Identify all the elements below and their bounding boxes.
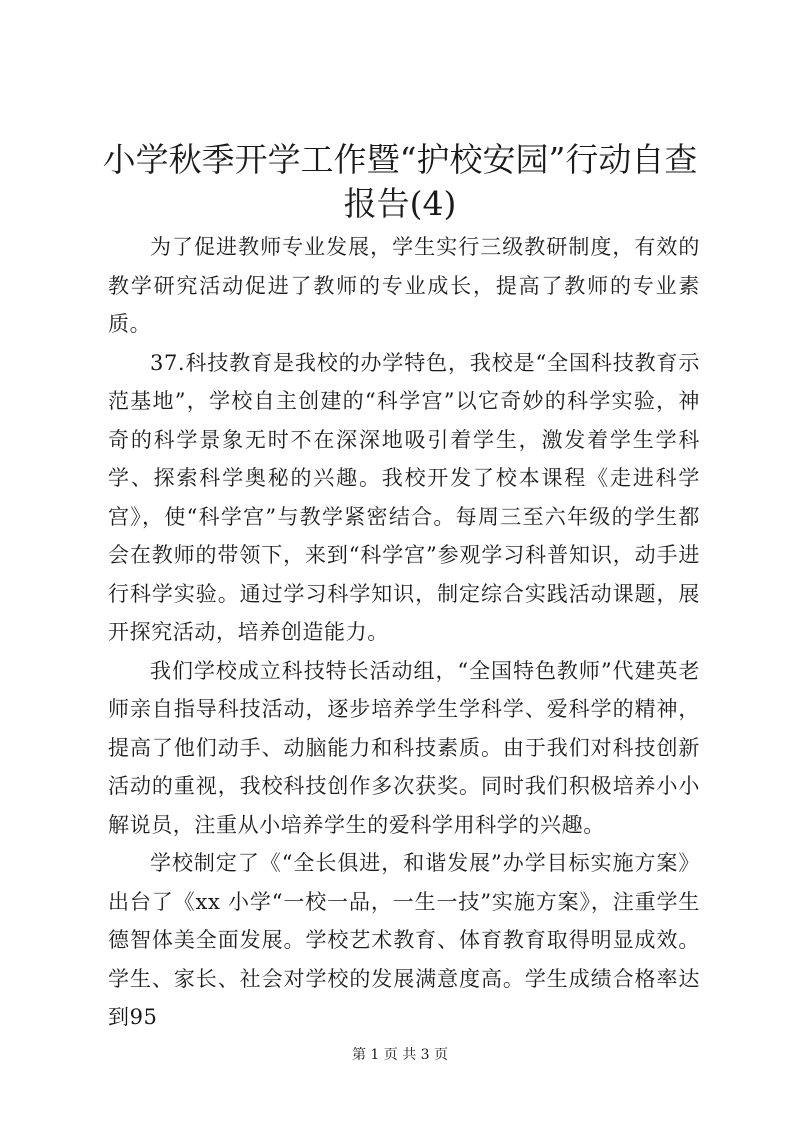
paragraph: 我们学校成立科技特长活动组，“全国特色教师”代建英老师亲自指导科技活动，逐步培养学生学科学、爱科学的精神，提高了他们动手、动脑能力和科技素质。由于我们对科技创新活动的重视，我校科技创作多次获奖。同时我们积极培养小小解说员，注重从小培养学生的爱科学用科学的兴趣。 [108,658,700,837]
document-body [108,228,700,1037]
paragraph: 为了促进教师专业发展，学生实行三级教研制度，有效的教学研究活动促进了教师的专业成长，提高了教师的专业素质。 [108,235,700,336]
page-footer: 第 1 页 共 3 页 [351,1047,449,1063]
page-title: 小学秋季开学工作暨“护校安园”行动自查报告(4) [102,140,698,223]
paragraph: 37.科技教育是我校的办学特色，我校是“全国科技教育示范基地”，学校自主创建的“科学宫”以它奇妙的科学实验，神奇的科学景象无时不在深深地吸引着学生，激发着学生学科学、探索科学奥秘的兴趣。我校开发了校本课程《走进科学宫》，使“科学宫”与教学紧密结合。每周三至六年级的学生都会在教师的带领下，来到“科学宫”参观学习科普知识，动手进行科学实验。通过学习科学知识，制定综合实践活动课题，展开探究活动，培养创造能力。 [108,350,700,644]
paragraph: 学校制定了《“全长俱进，和谐发展”办学目标实施方案》出台了《xx 小学“一校一品，一生一技”实施方案》，注重学生德智体美全面发展。学校艺术教育、体育教育取得明显成效。学生、家长、社会对学校的发展满意度高。学生成绩合格率达到95 [108,851,700,1029]
